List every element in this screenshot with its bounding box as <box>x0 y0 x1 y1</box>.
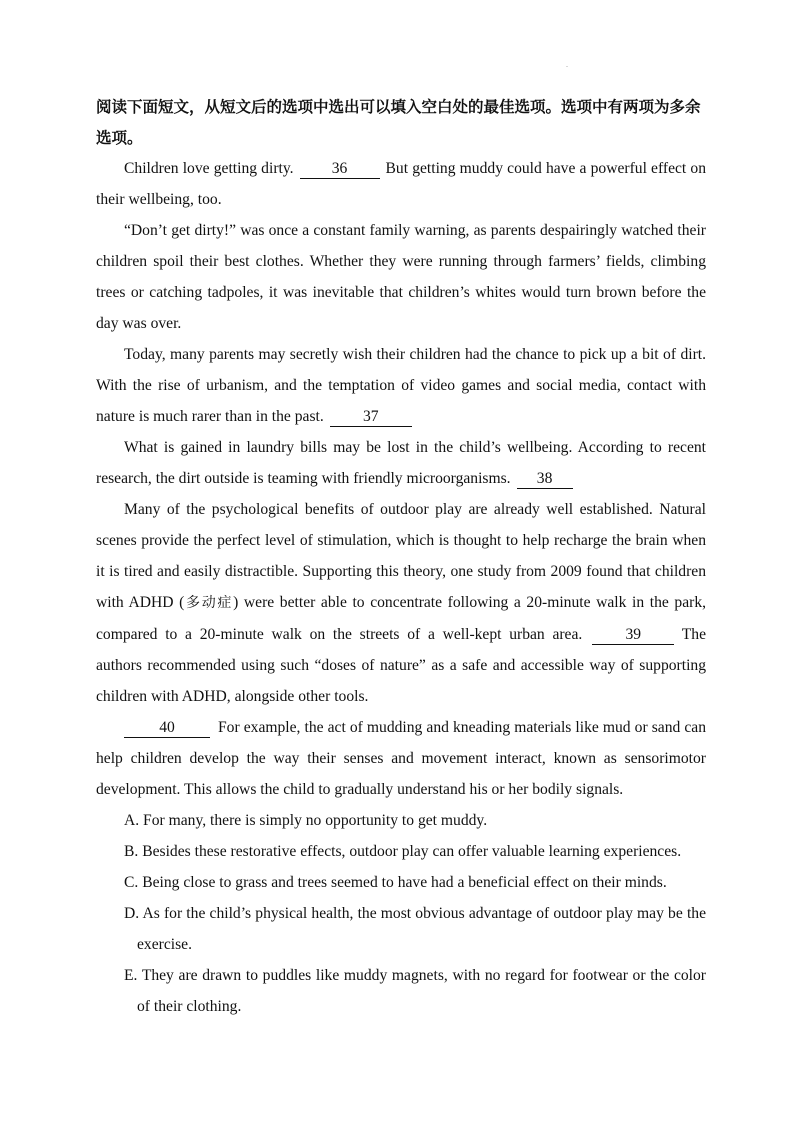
blank-39[interactable]: 39 <box>592 626 674 645</box>
header-dot: . <box>566 60 568 69</box>
blank-36[interactable]: 36 <box>300 160 380 179</box>
paragraph-1 <box>96 153 706 215</box>
p3-text: Today, many parents may secretly wish their children had the chance to pick up a bit of dirt. With the rise of urbanism, and the temptation of video games and social media, contact with nature is much rarer than in the past. <box>96 346 706 425</box>
instruction-text: 阅读下面短文，从短文后的选项中选出可以填入空白处的最佳选项。选项中有两项为多余选项。 <box>96 98 701 147</box>
paragraph-6 <box>96 712 706 805</box>
option-d: D. As for the child’s physical health, the most obvious advantage of outdoor play may be the exercise. <box>124 905 706 953</box>
paragraph-4 <box>96 432 706 494</box>
paragraph-5 <box>96 494 706 712</box>
option-a: A. For many, there is simply no opportunity to get muddy. <box>124 812 488 829</box>
paragraph-2: “Don’t get dirty!” was once a constant family warning, as parents despairingly watched their children spoil their best clothes. Whether they were running through farmers’ fields, climbing trees or catching tadpoles, it was inevitable that children’s whites would turn brown before the day was over. <box>96 222 706 332</box>
blank-38[interactable]: 38 <box>517 470 573 489</box>
p5-text-c: The authors recommended using such “doses of nature” as a safe and accessible way of supporting children with ADHD, alongside other tools. <box>96 626 706 705</box>
blank-37[interactable]: 37 <box>330 408 412 427</box>
p5-text-a: Many of the psychological benefits of outdoor play are already well established. Natural scenes provide the perfect level of stimulation, which is thought to help recharge the brain when it is tired and easily distractible. Supporting this theory, one study from 2009 found that children with ADHD ( <box>96 501 706 611</box>
p6-text: For example, the act of mudding and kneading materials like mud or sand can help children develop the way their senses and movement interact, known as sensorimotor development. This allows the child to gradually understand his or her bodily signals. <box>96 719 706 798</box>
p5-chinese-term: 多动症 <box>184 595 234 611</box>
options-list <box>96 805 706 1022</box>
option-c: C. Being close to grass and trees seemed to have had a beneficial effect on their minds. <box>124 874 667 891</box>
p1-text-a: Children love getting dirty. <box>124 160 294 177</box>
paragraph-3 <box>96 339 706 432</box>
option-e: E. They are drawn to puddles like muddy magnets, with no regard for footwear or the color of their clothing. <box>124 967 706 1015</box>
p4-text: What is gained in laundry bills may be lost in the child’s wellbeing. According to recent research, the dirt outside is teaming with friendly microorganisms. <box>96 439 706 487</box>
option-b: B. Besides these restorative effects, outdoor play can offer valuable learning experiences. <box>124 843 682 860</box>
p1-text-b: But getting muddy could have a powerful effect on their wellbeing, too. <box>96 160 706 208</box>
blank-40[interactable]: 40 <box>124 719 210 738</box>
passage <box>96 153 706 1022</box>
p5-text-b: ) were better able to concentrate following a 20-minute walk in the park, compared to a 20-minute walk on the streets of a well-kept urban area. <box>96 594 707 643</box>
